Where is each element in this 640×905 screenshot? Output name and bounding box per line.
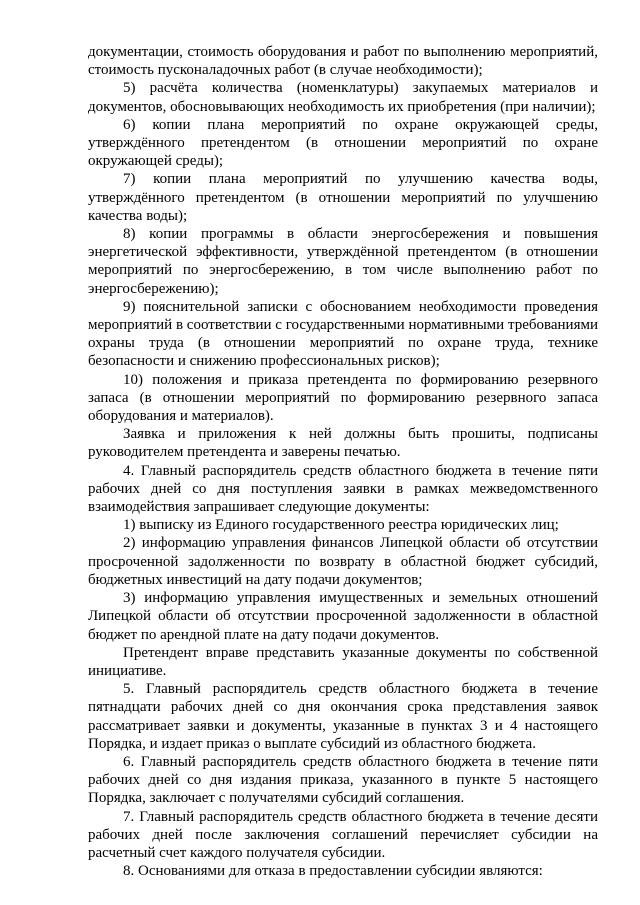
paragraph-section-4-item-3: 3) информацию управления имущественных и земельных отношений Липецкой области об отсутствии просроченной задолженности в областной бюджет по арендной плате на дату подачи документов. (88, 590, 598, 643)
paragraph-section-8: 8. Основаниями для отказа в предоставлении субсидии являются: (123, 863, 543, 880)
paragraph-item-10-reserve: 10) положения и приказа претендента по формированию резервного запаса (в отношении мероприятий по формированию резервного запаса оборудования и материалов). (88, 371, 598, 425)
paragraph-section-4-item-1: 1) выписку из Единого государственного реестра юридических лиц; (123, 517, 559, 534)
paragraph-cost-continuation: документации, стоимость оборудования и работ по выполнению мероприятий, стоимость пусконаладочных работ (в случае необходимости); (88, 44, 598, 79)
paragraph-section-4-item-2: 2) информацию управления финансов Липецкой области об отсутствии просроченной задолженности по возврату в областной бюджет субсидий, бюджетных инвестиций на дату подачи документов; (88, 535, 598, 588)
paragraph-application-binding: Заявка и приложения к ней должны быть прошиты, подписаны руководителем претендента и заверены печатью. (88, 426, 598, 461)
paragraph-section-4: 4. Главный распорядитель средств областного бюджета в течение пяти рабочих дней со дня поступления заявки в рамках межведомственного взаимодействия запрашивает следующие документы: (88, 462, 598, 516)
paragraph-item-7-water: 7) копии плана мероприятий по улучшению качества воды, утверждённого претендентом (в отношении мероприятий по улучшению качества воды); (88, 171, 598, 224)
paragraph-section-6: 6. Главный распорядитель средств областного бюджета в течение пяти рабочих дней со дня издания приказа, указанного в пункте 5 настоящего Порядка, заключает с получателями субсидий соглашения. (88, 753, 598, 807)
paragraph-item-9-labor-safety: 9) пояснительной записки с обоснованием необходимости проведения мероприятий в соответствии с государственными нормативными требованиями охраны труда (в отношении мероприятий по охране труда, технике безопасности и снижению профессиональных рисков); (88, 298, 598, 370)
paragraph-own-initiative: Претендент вправе представить указанные документы по собственной инициативе. (88, 644, 598, 679)
paragraph-item-5-materials: 5) расчёта количества (номенклатуры) закупаемых материалов и документов, обосновывающих необходимость их приобретения (при наличии); (88, 80, 598, 115)
paragraph-item-6-environment: 6) копии плана мероприятий по охране окружающей среды, утверждённого претендентом (в отношении мероприятий по охране окружающей среды); (88, 116, 598, 170)
paragraph-section-7: 7. Главный распорядитель средств областного бюджета в течение десяти рабочих дней после заключения соглашений перечисляет субсидии на расчетный счет каждого получателя субсидии. (88, 808, 598, 861)
paragraph-section-5: 5. Главный распорядитель средств областного бюджета в течение пятнадцати рабочих дней со дня окончания срока представления заявок рассматривает заявки и документы, указанные в пунктах 3 и 4 настоящего Порядка, и издает приказ о выплате субсидий из областного бюджета. (88, 681, 598, 752)
paragraph-item-8-energy: 8) копии программы в области энергосбережения и повышения энергетической эффективности, утверждённой претендентом (в отношении мероприятий по энергосбережению, в том числе выполнению работ по энергосбережению); (88, 226, 598, 297)
